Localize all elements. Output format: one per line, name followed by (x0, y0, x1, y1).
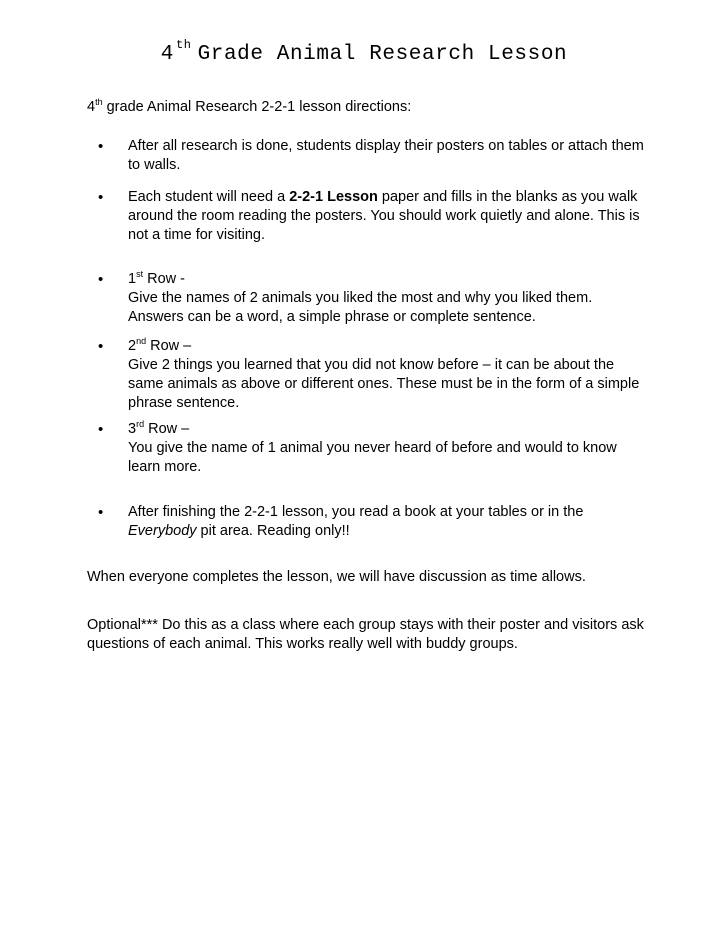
intro-heading (87, 98, 647, 117)
title-text: Grade Animal Research Lesson (197, 43, 568, 66)
bullet-icon: • (98, 138, 104, 155)
text-line: After finishing the 2-2-1 lesson, you read a book at your tables or in the (128, 504, 584, 520)
text-line: Answers can be a word, a simple phrase or complete sentence. (128, 309, 536, 325)
row-number: 3 (128, 421, 137, 437)
row-heading (128, 270, 658, 289)
optional-paragraph (87, 616, 667, 654)
text-line: phrase sentence. (128, 395, 240, 411)
intro-ordinal-suffix: th (95, 97, 103, 107)
text-line: You give the name of 1 animal you never heard of before and would to know (128, 440, 617, 456)
row-ordinal-suffix: rd (136, 419, 145, 429)
list-item-text (128, 503, 658, 541)
intro-text: grade Animal Research 2-2-1 lesson directions: (102, 99, 412, 115)
title-ordinal-suffix: th (175, 38, 192, 52)
bullet-icon: • (98, 189, 104, 206)
italic-area-name: Everybody (128, 523, 197, 539)
list-item-text (128, 188, 658, 245)
text-line: Give the names of 2 animals you liked the most and why you liked them. (128, 290, 593, 306)
list-item-text (128, 420, 658, 477)
row-ordinal-suffix: nd (136, 336, 147, 346)
text-line: to walls. (128, 157, 181, 173)
text-line: same animals as above or different ones. These must be in the form of a simple (128, 376, 640, 392)
row-number: 1 (128, 271, 137, 287)
list-item-text (128, 270, 658, 327)
text-line: Optional*** Do this as a class where each group stays with their poster and visitors ask (87, 617, 644, 633)
row-heading-text: Row – (146, 338, 192, 354)
title-grade-number: 4 (160, 43, 174, 66)
bold-lesson-name: 2-2-1 Lesson (289, 189, 378, 205)
bullet-icon: • (98, 271, 104, 288)
row-number: 2 (128, 338, 137, 354)
bullet-icon: • (98, 421, 104, 438)
row-heading-text: Row – (144, 421, 190, 437)
closing-paragraph (87, 568, 667, 587)
text-line: around the room reading the posters. You should work quietly and alone. This is (128, 208, 640, 224)
row-ordinal-suffix: st (136, 269, 144, 279)
text-span: pit area. Reading only!! (196, 523, 350, 539)
text-line: When everyone completes the lesson, we will have discussion as time allows. (87, 569, 586, 585)
list-item-text (128, 337, 658, 413)
text-line: Give 2 things you learned that you did not know before – it can be about the (128, 357, 615, 373)
row-heading (128, 420, 658, 439)
page-title (0, 40, 728, 71)
text-line: After all research is done, students display their posters on tables or attach them (128, 138, 644, 154)
text-span: Each student will need a (128, 189, 290, 205)
list-item-text (128, 137, 658, 175)
bullet-icon: • (98, 338, 104, 355)
text-line: not a time for visiting. (128, 227, 265, 243)
text-line (128, 522, 658, 541)
text-line: questions of each animal. This works really well with buddy groups. (87, 636, 518, 652)
row-heading (128, 337, 658, 356)
text-line (128, 188, 658, 207)
row-heading-text: Row - (143, 271, 185, 287)
text-span: paper and fills in the blanks as you walk (377, 189, 638, 205)
text-line: learn more. (128, 459, 202, 475)
intro-grade-number: 4 (87, 99, 96, 115)
bullet-icon: • (98, 504, 104, 521)
